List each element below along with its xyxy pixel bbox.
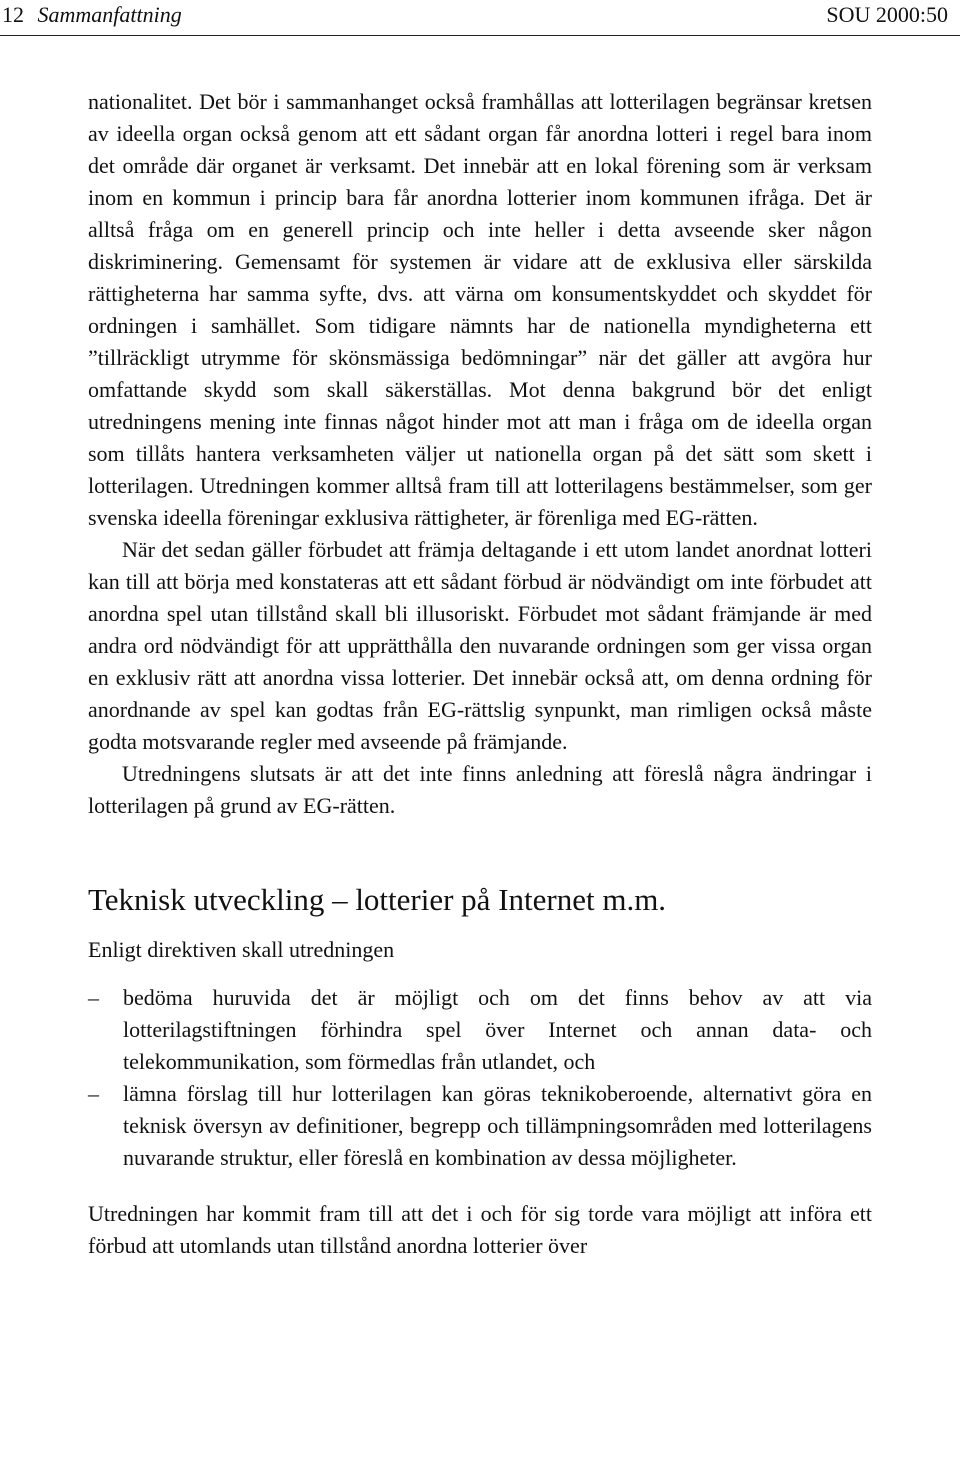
lead-text: Enligt direktiven skall utredningen <box>88 937 395 962</box>
page-content <box>88 86 872 1262</box>
header-left <box>2 0 182 30</box>
list-item-text: lämna förslag till hur lotterilagen kan göras teknikoberoende, alternativt göra en teknisk översyn av definitioner, begrepp och tillämpningsområden med lotterilagens nuvarande struktur, eller föreslå en kombination av dessa möjligheter. <box>123 1081 872 1170</box>
page-header <box>0 0 960 34</box>
dash-marker: – <box>88 985 99 1010</box>
bullet-list <box>88 982 872 1174</box>
list-item <box>88 1078 872 1174</box>
publication-id: SOU 2000:50 <box>826 2 948 27</box>
paragraph: När det sedan gäller förbudet att främja deltagande i ett utom landet anordnat lotteri kan till att börja med konstateras att ett sådant förbud är nödvändigt om inte förbudet att anordna spel utan tillstånd skall bli illusoriskt. Förbudet mot sådant främjande är med andra ord nödvändigt för att upprätthålla den nuvarande ordningen som ger vissa organ en exklusiv rätt att anordna vissa lotterier. Det innebär också att, om denna ordning för anordnande av spel kan godtas från EG-rättslig synpunkt, man rimligen också måste godta motsvarande regler med avseende på främjande. <box>88 537 872 754</box>
paragraph: Utredningens slutsats är att det inte finns anledning att föreslå några ändringar i lotterilagen på grund av EG-rätten. <box>88 761 872 818</box>
paragraph: nationalitet. Det bör i sammanhanget också framhållas att lotterilagen begränsar kretsen av ideella organ också genom att ett sådant organ får anordna lotteri i regel bara inom det område där organet är verksamt. Det innebär att en lokal förening som är verksam inom en kommun i princip bara får anordna lotterier inom kommunen ifråga. Det är alltså fråga om en generell princip och inte heller i detta avseende sker någon diskriminering. Gemensamt för systemen är vidare att de exklusiva eller särskilda rättigheterna har samma syfte, dvs. att värna om konsumentskyddet och skyddet för ordningen i samhället. Som tidigare nämnts har de nationella myndigheterna ett ”tillräckligt utrymme för skönsmässiga bedömningar” när det gäller att avgöra hur omfattande skydd som skall säkerställas. Mot denna bakgrund bör det enligt utredningens mening inte finnas något hinder mot att man i fråga om de ideella organ som tillåts hantera verksamheten väljer ut nationella organ på det sätt som skett i lotterilagen. Utredningen kommer alltså fram till att lotterilagens bestämmelser, som ger svenska ideella föreningar exklusiva rättigheter, är förenliga med EG-rätten. <box>88 89 872 530</box>
page-number: 12 <box>2 2 24 27</box>
section-title: Sammanfattning <box>37 2 182 27</box>
list-item <box>88 982 872 1078</box>
paragraph: Utredningen har kommit fram till att det i och för sig torde vara möjligt att införa ett förbud att utomlands utan tillstånd anordna lotterier över <box>88 1201 872 1258</box>
list-item-text: bedöma huruvida det är möjligt och om det finns behov av att via lotterilagstiftningen förhindra spel över Internet och annan data- och telekommunikation, som förmedlas från utlandet, och <box>123 985 872 1074</box>
header-rule <box>0 35 960 36</box>
dash-marker: – <box>88 1081 99 1106</box>
section-heading: Teknisk utveckling – lotterier på Internet m.m. <box>88 882 667 917</box>
